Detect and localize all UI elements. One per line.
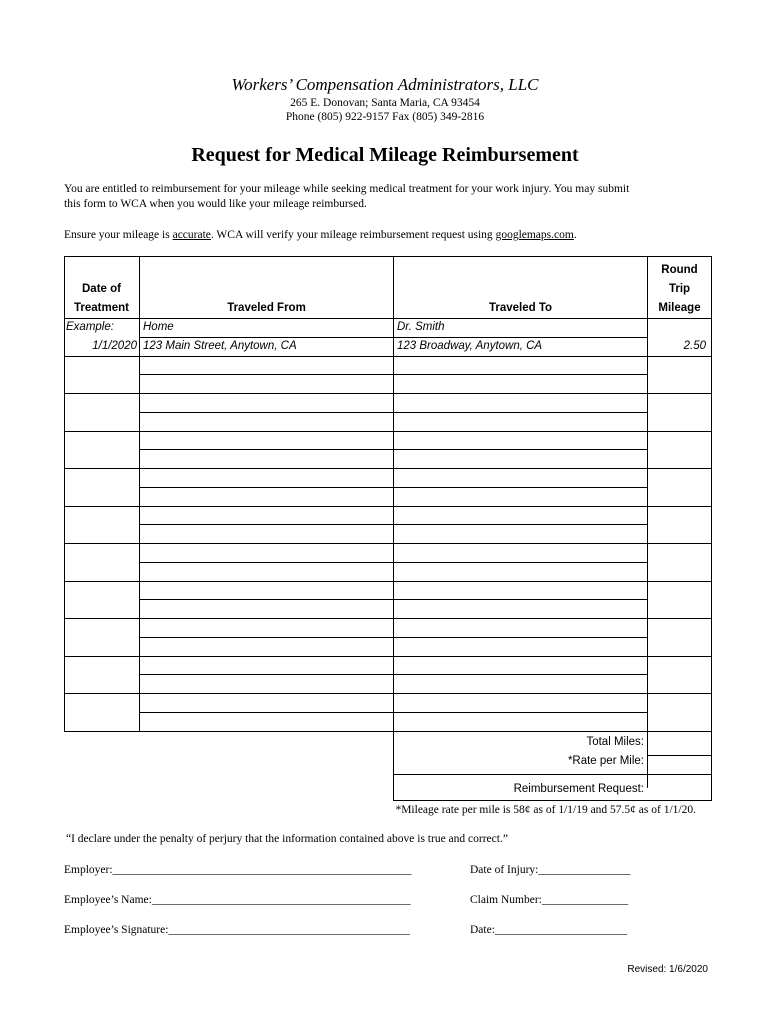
- row-bottom-line: [64, 543, 712, 544]
- row-bottom-line: [64, 731, 712, 732]
- col-divider-2: [393, 256, 394, 788]
- row-mid-line-from: [140, 712, 393, 713]
- row-mid-line-to: [394, 374, 647, 375]
- row-mid-line-from: [140, 599, 393, 600]
- company-phone-fax: Phone (805) 922-9157 Fax (805) 349-2816: [285, 111, 485, 123]
- row-mid-line-from: [140, 374, 393, 375]
- row-bottom-line: [64, 431, 712, 432]
- row-mid-line-from: [140, 524, 393, 525]
- row-bottom-line: [64, 618, 712, 619]
- date-of-injury-field[interactable]: Date of Injury:________________: [470, 864, 631, 876]
- row-mid-line-to: [394, 562, 647, 563]
- row-mid-line-from: [140, 449, 393, 450]
- example-from-line1: Home: [143, 321, 174, 333]
- employee-name-field[interactable]: Employee’s Name:_____________________________________________: [64, 894, 411, 906]
- row-mid-line-to: [394, 487, 647, 488]
- totals-mid-ext: [647, 774, 648, 782]
- ensure-middle: . WCA will verify your mileage reimbursement request using: [210, 229, 496, 241]
- employee-signature-field[interactable]: Employee’s Signature:__________________________________________: [64, 924, 410, 936]
- example-from-line2: 123 Main Street, Anytown, CA: [143, 340, 297, 352]
- totals-separator: [393, 774, 712, 775]
- company-address: 265 E. Donovan; Santa Maria, CA 93454: [290, 97, 480, 109]
- form-title: Request for Medical Mileage Reimbursement: [191, 144, 579, 166]
- header-mileage-line3: Mileage: [658, 302, 701, 314]
- row-mid-line-to: [394, 412, 647, 413]
- row-mid-line-to: [394, 337, 647, 338]
- total-miles-underline: [648, 755, 712, 756]
- row-bottom-line: [64, 693, 712, 694]
- intro-line-1: You are entitled to reimbursement for your mileage while seeking medical treatment for your work injury. You may submit: [64, 183, 630, 195]
- intro-line-2: this form to WCA when you would like your mileage reimbursed.: [64, 198, 367, 210]
- row-mid-line-from: [140, 562, 393, 563]
- header-date-line2: Treatment: [74, 302, 129, 314]
- declaration-text: “I declare under the penalty of perjury that the information contained above is true and correct.”: [66, 833, 508, 845]
- table-top-border: [64, 256, 712, 257]
- table-right-border: [711, 256, 712, 788]
- row-mid-line-to: [394, 674, 647, 675]
- row-mid-line-from: [140, 637, 393, 638]
- header-date-line1: Date of: [82, 283, 121, 295]
- header-traveled-to: Traveled To: [488, 302, 553, 314]
- company-name: Workers’ Compensation Administrators, LLC: [231, 75, 539, 94]
- row-mid-line-from: [140, 412, 393, 413]
- intro-paragraph: [64, 182, 714, 212]
- example-date: 1/1/2020: [92, 340, 137, 352]
- reimbursement-request-label: Reimbursement Request:: [513, 783, 644, 795]
- totals-left-ext: [393, 774, 394, 801]
- row-bottom-line: [64, 356, 712, 357]
- row-mid-line-from: [140, 674, 393, 675]
- claim-number-field[interactable]: Claim Number:_______________: [470, 894, 629, 906]
- example-label: Example:: [66, 321, 114, 333]
- rate-per-mile-label: *Rate per Mile:: [567, 755, 644, 767]
- row-mid-line-to: [394, 524, 647, 525]
- totals-right-ext: [711, 774, 712, 801]
- header-traveled-from: Traveled From: [227, 302, 306, 314]
- row-mid-line-from: [140, 337, 393, 338]
- col-divider-3: [647, 256, 648, 788]
- total-miles-label: Total Miles:: [586, 736, 644, 748]
- revised-date: Revised: 1/6/2020: [627, 964, 708, 975]
- header-date: [64, 280, 139, 318]
- example-to-line1: Dr. Smith: [397, 321, 445, 333]
- row-mid-line-to: [394, 637, 647, 638]
- googlemaps-link[interactable]: googlemaps.com: [495, 229, 574, 241]
- row-bottom-line: [64, 656, 712, 657]
- accurate-text: accurate: [172, 229, 211, 241]
- row-mid-line-from: [140, 487, 393, 488]
- ensure-suffix: .: [573, 229, 577, 241]
- row-bottom-line: [64, 468, 712, 469]
- row-bottom-line: [64, 581, 712, 582]
- row-mid-line-to: [394, 712, 647, 713]
- example-to-line2: 123 Broadway, Anytown, CA: [397, 340, 543, 352]
- row-mid-line-to: [394, 599, 647, 600]
- row-bottom-line: [64, 506, 712, 507]
- row-bottom-line: [64, 393, 712, 394]
- mileage-rate-footnote: *Mileage rate per mile is 58¢ as of 1/1/19 and 57.5¢ as of 1/1/20.: [395, 804, 696, 816]
- col-divider-1: [139, 256, 140, 731]
- date-field[interactable]: Date:_______________________: [470, 924, 628, 936]
- table-left-border: [64, 256, 65, 731]
- employer-field[interactable]: Employer:____________________________________________________: [64, 864, 412, 876]
- ensure-paragraph: [64, 228, 714, 243]
- ensure-prefix: Ensure your mileage is: [64, 229, 173, 241]
- header-mileage-line2: Trip: [668, 283, 691, 295]
- header-mileage-line1: Round: [661, 264, 698, 276]
- totals-bottom-border: [393, 800, 712, 801]
- example-miles: 2.50: [683, 340, 706, 352]
- header-mileage: [648, 261, 711, 318]
- row-mid-line-to: [394, 449, 647, 450]
